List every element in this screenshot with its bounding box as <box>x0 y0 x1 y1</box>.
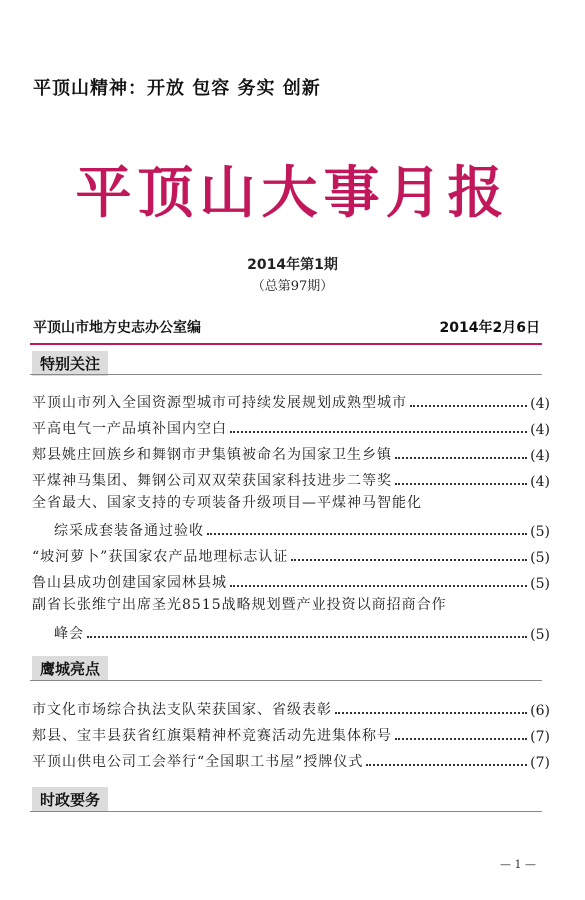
toc-item-title: 鲁山县成功创建国家园林县城 <box>32 575 227 591</box>
section-divider <box>30 374 542 375</box>
toc-item[interactable] <box>32 542 550 566</box>
section-heading-politics: 时政要务 <box>32 787 108 812</box>
toc-item-title[interactable]: 全省最大、国家支持的专项装备升级项目—平煤神马智能化 <box>32 495 422 511</box>
toc-leader-dots <box>395 738 527 740</box>
section-divider <box>30 680 542 681</box>
toc-item-title: 郏县、宝丰县获省红旗渠精神杯竞赛活动先进集体称号 <box>32 728 392 744</box>
toc-item[interactable] <box>32 747 550 771</box>
toc-leader-dots <box>230 431 527 433</box>
toc-item-page: (5) <box>530 524 550 540</box>
toc-item-title: “坡河萝卜”获国家农产品地理标志认证 <box>32 549 289 565</box>
toc-item-page: (4) <box>530 396 550 412</box>
toc-item-title[interactable]: 副省长张维宁出席圣光8515战略规划暨产业投资以商招商合作 <box>32 597 447 613</box>
toc-item-title-cont: 峰会 <box>54 626 84 642</box>
toc-leader-dots <box>230 585 527 587</box>
toc-leader-dots <box>291 559 527 561</box>
section-divider <box>30 811 542 812</box>
toc-item-page: (4) <box>530 422 550 438</box>
toc-item-page: (6) <box>530 703 550 719</box>
toc-item-title: 郏县姚庄回族乡和舞钢市尹集镇被命名为国家卫生乡镇 <box>32 447 392 463</box>
toc-item[interactable] <box>32 414 550 438</box>
page-number: — 1 — <box>500 858 536 871</box>
toc-leader-dots <box>366 764 527 766</box>
publisher: 平顶山市地方史志办公室编 <box>33 320 201 336</box>
toc-item[interactable] <box>32 440 550 464</box>
toc-item-title-cont: 综采成套装备通过验收 <box>54 523 204 539</box>
toc-item[interactable] <box>32 568 550 592</box>
toc-item-title: 市文化市场综合执法支队荣获国家、省级表彰 <box>32 702 332 718</box>
toc-leader-dots <box>395 483 527 485</box>
toc-item-page: (7) <box>530 755 550 771</box>
toc-item[interactable] <box>32 516 550 540</box>
toc-leader-dots <box>207 533 527 535</box>
toc-item-page: (7) <box>530 729 550 745</box>
section-heading-special: 特别关注 <box>32 351 108 376</box>
toc-item-title: 平高电气一产品填补国内空白 <box>32 421 227 437</box>
toc-item[interactable] <box>32 388 550 412</box>
masthead-title: 平顶山大事月报 <box>75 160 510 226</box>
toc-item-page: (5) <box>530 627 550 643</box>
toc-item-page: (4) <box>530 474 550 490</box>
publish-date: 2014年2月6日 <box>439 320 540 336</box>
toc-item-title: 平顶山供电公司工会举行“全国职工书屋”授牌仪式 <box>32 754 364 770</box>
toc-item[interactable] <box>32 619 550 643</box>
toc-leader-dots <box>87 636 527 638</box>
toc-item-page: (5) <box>530 550 550 566</box>
issue-total: （总第97期） <box>251 279 334 294</box>
toc-item[interactable] <box>32 466 550 490</box>
issue-number: 2014年第1期 <box>247 257 338 273</box>
header-rule <box>30 343 542 345</box>
toc-item-title: 平煤神马集团、舞钢公司双双荣获国家科技进步二等奖 <box>32 473 392 489</box>
toc-item-title: 平顶山市列入全国资源型城市可持续发展规划成熟型城市 <box>32 395 407 411</box>
toc-leader-dots <box>395 457 527 459</box>
toc-item[interactable] <box>32 695 550 719</box>
toc-leader-dots <box>410 405 527 407</box>
section-heading-highlights: 鹰城亮点 <box>32 656 108 681</box>
toc-leader-dots <box>335 712 527 714</box>
toc-item[interactable] <box>32 721 550 745</box>
toc-item-page: (4) <box>530 448 550 464</box>
toc-item-page: (5) <box>530 576 550 592</box>
motto: 平顶山精神：开放 包容 务实 创新 <box>33 78 321 99</box>
